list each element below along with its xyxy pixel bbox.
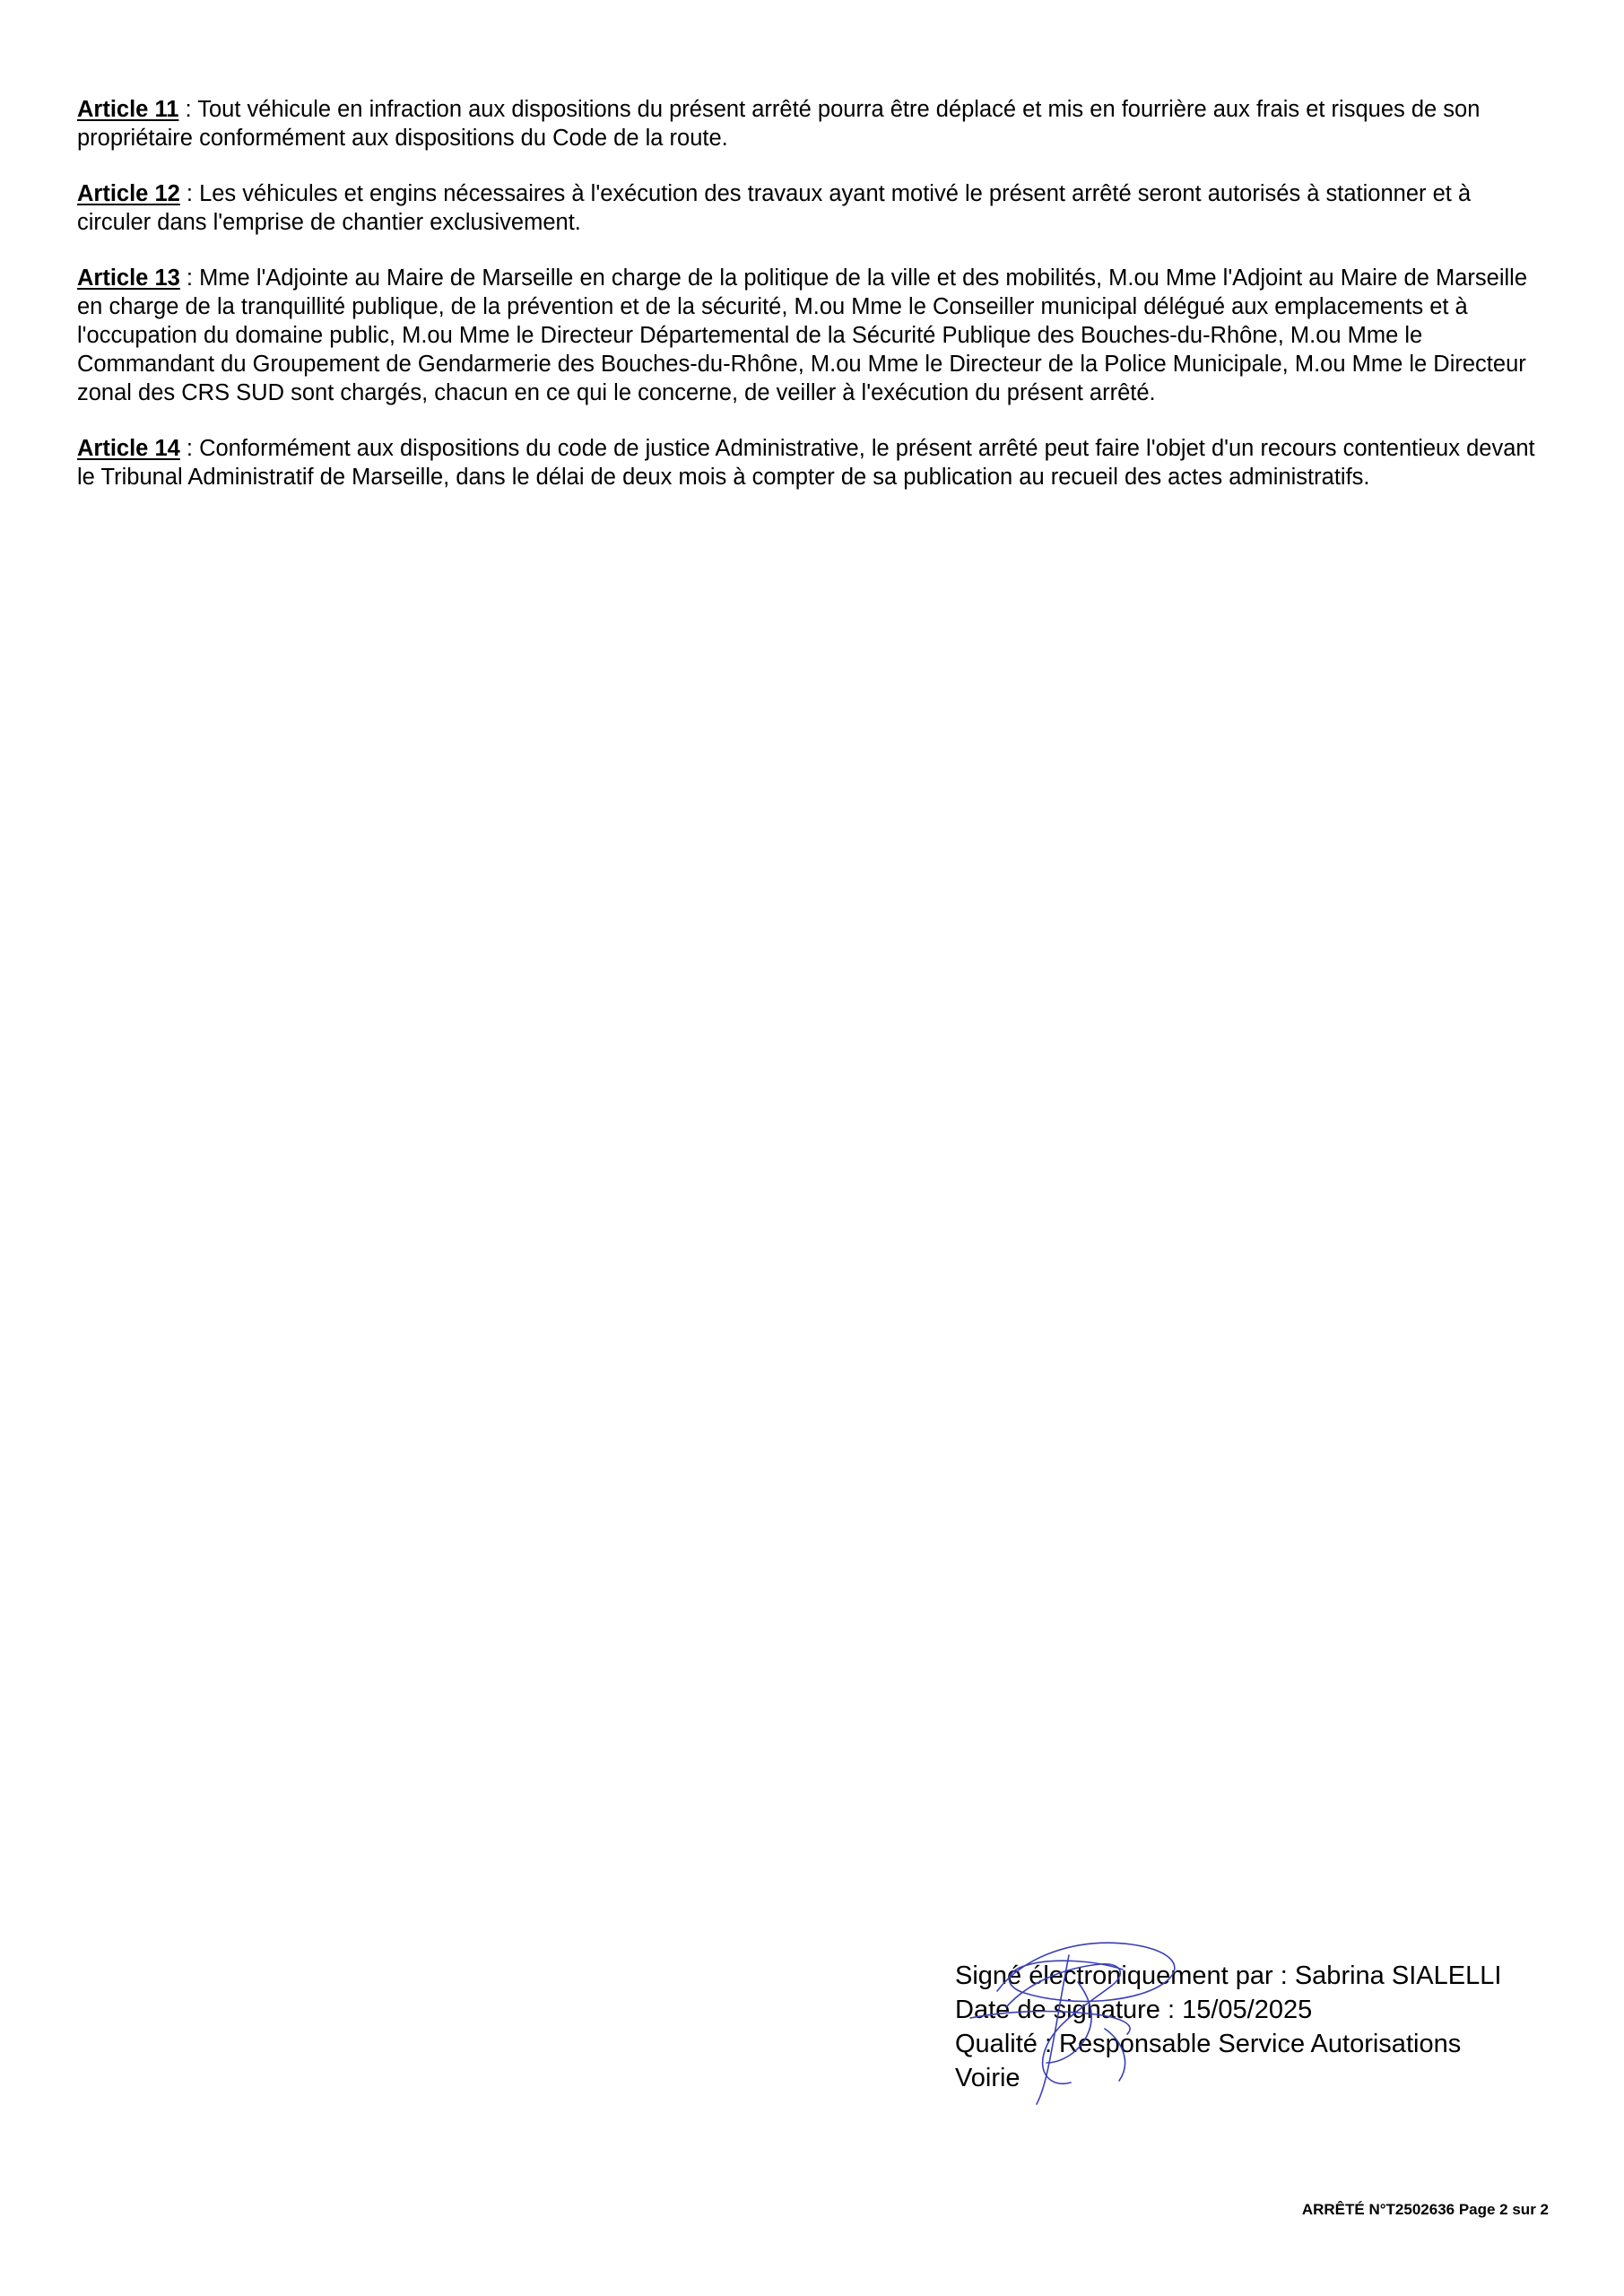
article-text: : Tout véhicule en infraction aux dispositions du présent arrêté pourra être déplacé et mis en fourrière aux frais et risques de son propriétaire conformément aux dispositions du Code de la route.: [77, 97, 1481, 151]
article-title: Article 13: [77, 265, 180, 291]
article-text: : Mme l'Adjointe au Maire de Marseille en charge de la politique de la ville et des mobilités, M.ou Mme l'Adjoint au Maire de Marseille en charge de la tranquillité publique, de la prévention et de la sécurité, M.ou Mme le Conseiller municipal délégué aux emplacements et à l'occupation du domaine public, M.ou Mme le Directeur Départemental de la Sécurité Publique des Bouches-du-Rhône, M.ou Mme le Commandant du Groupement de Gendarmerie des Bouches-du-Rhône, M.ou Mme le Directeur de la Police Municipale, M.ou Mme le Directeur zonal des CRS SUD sont chargés, chacun en ce qui le concerne, de veiller à l'exécution du présent arrêté.: [77, 265, 1528, 405]
article-text: : Conformément aux dispositions du code de justice Administrative, le présent arrêté peut faire l'objet d'un recours contentieux devant le Tribunal Administratif de Marseille, dans le délai de deux mois à compter de sa publication au recueil des actes administratifs.: [77, 436, 1535, 490]
document-footer: ARRÊTÉ N°T2502636 Page 2 sur 2: [1301, 2201, 1549, 2218]
article-12: [77, 179, 1548, 237]
article-11: [77, 95, 1548, 152]
article-14: [77, 434, 1548, 491]
articles-section: [77, 95, 1548, 518]
signature-date-text: Date de signature : 15/05/2025: [955, 1996, 1313, 2024]
article-title: Article 14: [77, 436, 180, 461]
article-title: Article 11: [77, 97, 179, 122]
article-title: Article 12: [77, 181, 180, 206]
signatory-quality-text: Qualité : Responsable Service Autorisations Voirie: [955, 2030, 1462, 2092]
signed-by-text: Signé électroniquement par : Sabrina SIALELLI: [955, 1961, 1502, 1990]
electronic-signature-block: [955, 1959, 1583, 2095]
article-text: : Les véhicules et engins nécessaires à l'exécution des travaux ayant motivé le présent arrêté seront autorisés à stationner et à circuler dans l'emprise de chantier exclusivement.: [77, 181, 1472, 235]
article-13: [77, 264, 1548, 407]
